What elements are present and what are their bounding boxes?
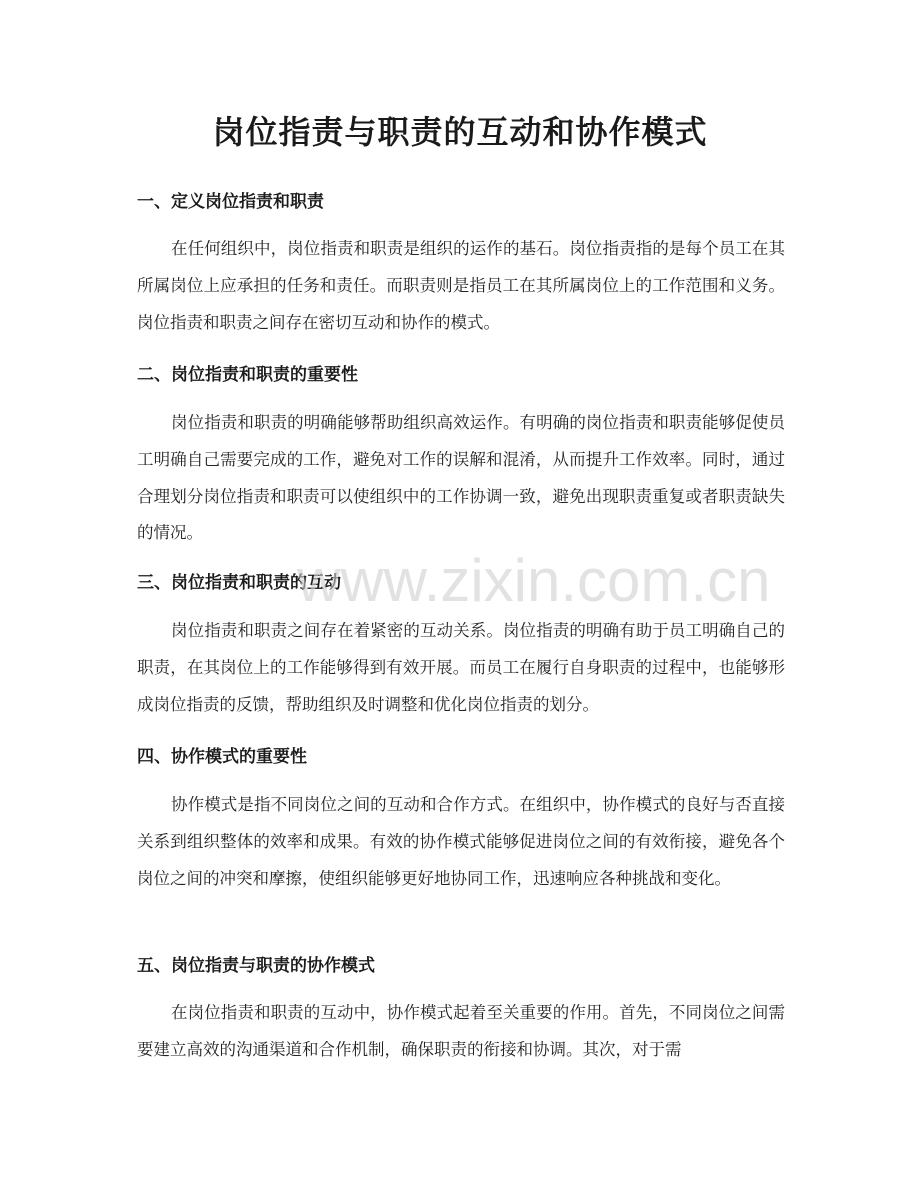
section-paragraph-2: 岗位指责和职责的明确能够帮助组织高效运作。有明确的岗位指责和职责能够促使员工明确自己需要完成的工作，避免对工作的误解和混淆，从而提升工作效率。同时，通过合理划分岗位指责和职责可以使组织中的工作协调一致，避免出现职责重复或者职责缺失的情况。 [137,413,785,543]
section-paragraph-4: 协作模式是指不同岗位之间的互动和合作方式。在组织中，协作模式的良好与否直接关系到组织整体的效率和成果。有效的协作模式能够促进岗位之间的有效衔接，避免各个岗位之间的冲突和摩擦，使组织能够更好地协同工作，迅速响应各种挑战和变化。 [137,795,785,888]
section-paragraph-1: 在任何组织中，岗位指责和职责是组织的运作的基石。岗位指责指的是每个员工在其所属岗位上应承担的任务和责任。而职责则是指员工在其所属岗位上的工作范围和义务。岗位指责和职责之间存在密切互动和协作的模式。 [137,239,785,332]
section-heading-3: 三、岗位指责和职责的互动 [137,573,341,593]
section-heading-5: 五、岗位指责与职责的协作模式 [137,956,375,976]
section-heading-2: 二、岗位指责和职责的重要性 [137,365,358,385]
section-heading-1: 一、定义岗位指责和职责 [137,192,324,212]
document-title: 岗位指责与职责的互动和协作模式 [212,113,708,151]
section-paragraph-5: 在岗位指责和职责的互动中，协作模式起着至关重要的作用。首先，不同岗位之间需要建立高效的沟通渠道和合作机制，确保职责的衔接和协调。其次，对于需 [137,1003,785,1059]
section-heading-4: 四、协作模式的重要性 [137,747,307,767]
section-paragraph-3: 岗位指责和职责之间存在着紧密的互动关系。岗位指责的明确有助于员工明确自己的职责，在其岗位上的工作能够得到有效开展。而员工在履行自身职责的过程中，也能够形成岗位指责的反馈，帮助组织及时调整和优化岗位指责的划分。 [137,621,785,714]
watermark-text: www.zixin.com.cn [297,547,771,614]
